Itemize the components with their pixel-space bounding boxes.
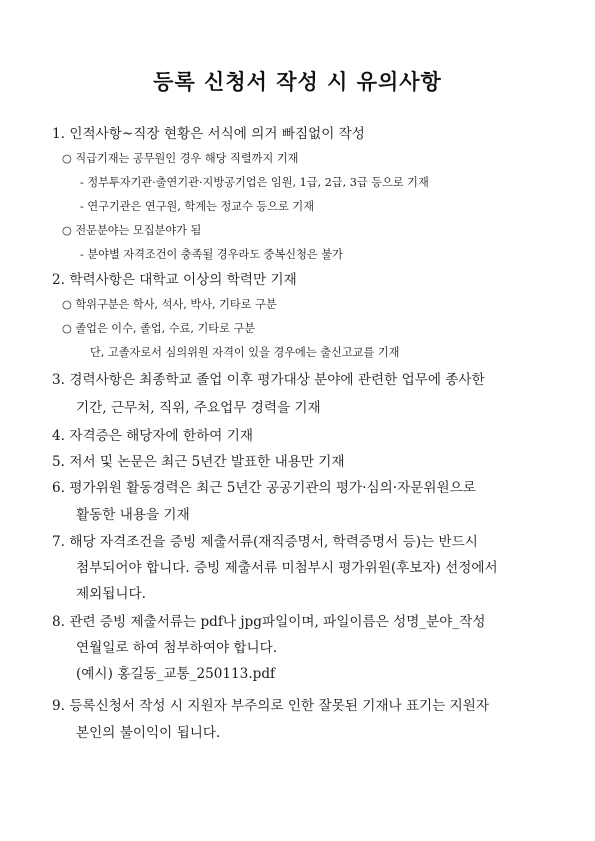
- item-number: 2.: [52, 272, 65, 288]
- list-item-1: [52, 122, 365, 142]
- sub-item-circle: [62, 222, 201, 238]
- item-text: 인적사항~직장 현황은 서식에 의거 빠짐없이 작성: [69, 126, 365, 142]
- sub-item-dash: [80, 246, 343, 262]
- list-item-3-continuation: [76, 396, 321, 416]
- list-item-8-continuation: [76, 636, 277, 656]
- list-item-7-continuation: [76, 582, 146, 602]
- list-item-6-continuation: [76, 503, 190, 523]
- item-text: 학력사항은 대학교 이상의 학력만 기재: [69, 272, 297, 288]
- circle-marker: ○: [62, 298, 72, 311]
- dash-marker: -: [80, 248, 84, 261]
- sub-item-text: 직급기재는 공무원인 경우 해당 직렬까지 기재: [75, 152, 299, 165]
- item-text: 해당 자격조건을 증빙 제출서류(재직증명서, 학력증명서 등)는 반드시: [69, 534, 478, 550]
- item-text: 첨부되어야 합니다. 증빙 제출서류 미첨부시 평가위원(후보자) 선정에서: [76, 560, 498, 576]
- item-number: 8.: [52, 614, 65, 630]
- sub-item-circle: [62, 296, 277, 312]
- item-text: 본인의 불이익이 됩니다.: [76, 725, 221, 741]
- sub-item-dash: [80, 174, 429, 190]
- item-number: 7.: [52, 534, 65, 550]
- sub-item-dash: [80, 198, 314, 214]
- list-item-8: [52, 610, 486, 630]
- sub-item-circle: [62, 150, 298, 166]
- dash-marker: -: [80, 200, 84, 213]
- item-number: 4.: [52, 428, 65, 444]
- list-item-9-continuation: [76, 721, 220, 741]
- page-title: 등록 신청서 작성 시 유의사항: [153, 70, 442, 94]
- item-text: 등록신청서 작성 시 지원자 부주의로 인한 잘못된 기재나 표기는 지원자: [69, 698, 490, 714]
- circle-marker: ○: [62, 152, 72, 165]
- item-text: 평가위원 활동경력은 최근 5년간 공공기관의 평가·심의·자문위원으로: [69, 480, 476, 496]
- item-text: 기간, 근무처, 직위, 주요업무 경력을 기재: [76, 400, 321, 416]
- list-item-7-continuation: [76, 556, 498, 576]
- item-text: 활동한 내용을 기재: [76, 507, 190, 523]
- circle-marker: ○: [62, 322, 72, 335]
- item-number: 1.: [52, 126, 65, 142]
- list-item-7: [52, 530, 478, 550]
- item-text: 경력사항은 최종학교 졸업 이후 평가대상 분야에 관련한 업무에 종사한: [69, 372, 485, 388]
- sub-item-note: [90, 344, 399, 360]
- sub-item-text: 전문분야는 모집분야가 됨: [75, 224, 202, 237]
- list-item-2: [52, 268, 297, 288]
- item-number: 5.: [52, 454, 65, 470]
- item-number: 3.: [52, 372, 65, 388]
- item-text: 자격증은 해당자에 한하여 기재: [69, 428, 253, 444]
- item-text: 연월일로 하여 첨부하여야 합니다.: [76, 640, 278, 656]
- item-text: 관련 증빙 제출서류는 pdf나 jpg파일이며, 파일이름은 성명_분야_작성: [69, 614, 486, 630]
- sub-item-text: 졸업은 이수, 졸업, 수료, 기타로 구분: [75, 322, 256, 335]
- list-item-8-example: [76, 662, 275, 682]
- item-number: 9.: [52, 698, 65, 714]
- sub-item-text: 정부투자기관·출연기관·지방공기업은 임원, 1급, 2급, 3급 등으로 기재: [87, 176, 429, 189]
- list-item-4: [52, 424, 253, 444]
- sub-item-text: 학위구분은 학사, 석사, 박사, 기타로 구분: [75, 298, 277, 311]
- item-number: 6.: [52, 480, 65, 496]
- sub-item-text: 단, 고졸자로서 심의위원 자격이 있을 경우에는 출신고교를 기재: [90, 346, 400, 359]
- item-text: (예시) 홍길동_교통_250113.pdf: [76, 666, 276, 682]
- dash-marker: -: [80, 176, 84, 189]
- sub-item-text: 연구기관은 연구원, 학계는 정교수 등으로 기재: [87, 200, 315, 213]
- sub-item-text: 분야별 자격조건이 충족될 경우라도 중복신청은 불가: [87, 248, 343, 261]
- list-item-9: [52, 694, 489, 714]
- list-item-5: [52, 450, 345, 470]
- list-item-6: [52, 476, 476, 496]
- sub-item-circle: [62, 320, 255, 336]
- circle-marker: ○: [62, 224, 72, 237]
- item-text: 제외됩니다.: [76, 586, 146, 602]
- item-text: 저서 및 논문은 최근 5년간 발표한 내용만 기재: [69, 454, 345, 470]
- list-item-3: [52, 368, 485, 388]
